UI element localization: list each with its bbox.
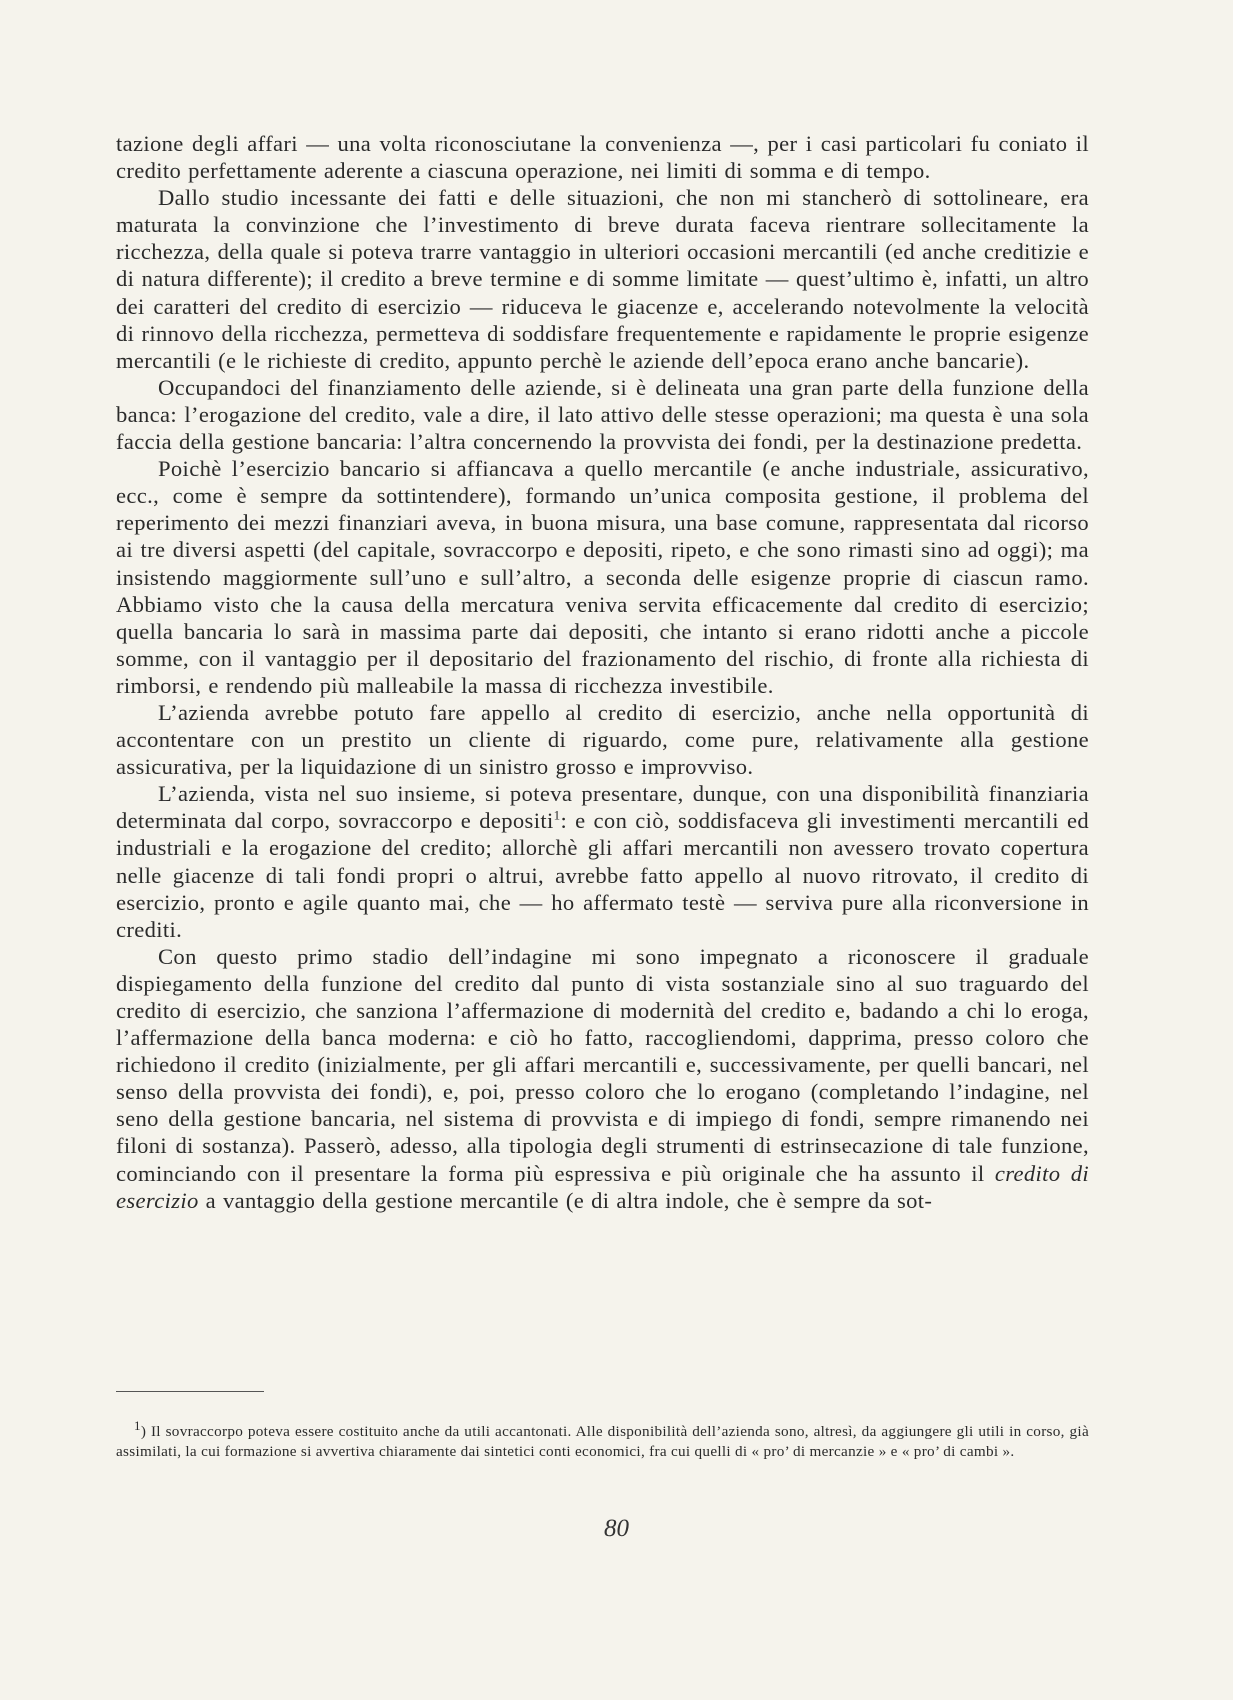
paragraph-7-part-a: Con questo primo stadio dell’indagine mi sono impegnato a riconoscere il graduale dispiegamento della funzione del credito dal punto di vista sostanziale sino al suo traguardo del credito di esercizio, che sanziona l’affermazione di modernità del credito e, badando a chi lo eroga, l’affermazione della banca moderna: e ciò ho fatto, raccogliendomi, dapprima, presso coloro che richiedono il credito (inizialmente, per gli affari mercantili e, successivamente, per quelli bancari, nel senso della provvista dei fondi), e, poi, presso coloro che lo erogano (completando l’indagine, nel seno della gestione bancaria, nel sistema di provvista e di impiego di fondi, sempre rimanendo nei filoni di sostanza). Passerò, adesso, alla tipologia degli strumenti di estrinsecazione di tale funzione, cominciando con il presentare la forma più espressiva e più originale che ha assunto il	[116, 943, 1089, 1186]
paragraph-7-part-b: a vantaggio della gestione mercantile (e di altra indole, che è sempre da sot-	[205, 1187, 933, 1213]
paragraph-6-part-b: : e con ciò, soddisfaceva gli investimenti mercantili ed industriali e la erogazione del credito; allorchè gli affari mercantili non avessero trovato copertura nelle giacenze di tali fondi propri o altrui, avrebbe fatto appello al nuovo ritrovato, il credito di esercizio, pronto e agile quanto mai, che — ho affermato testè — serviva pure alla riconversione in crediti.	[116, 808, 1089, 942]
paragraph-5: L’azienda avrebbe potuto fare appello al credito di esercizio, anche nella opportunità di accontentare con un prestito un cliente di riguardo, come pure, relativamente alla gestione assicurativa, per la liquidazione di un sinistro grosso e improvviso.	[116, 699, 1089, 780]
footnote-reference[interactable]: 1	[553, 807, 561, 823]
italic-term: credito di esercizio	[116, 1160, 1089, 1213]
footnote-separator	[116, 1391, 264, 1392]
footnote-body: ) Il sovraccorpo poteva essere costituito anche da utili accantonati. Alle disponibilità dell’azienda sono, altresì, da aggiungere gli utili in corso, già assimilati, la cui formazione si avvertiva chiaramente dai sintetici conti economici, fra cui quelli di « pro’ di mercanzie » e « pro’ di cambi ».	[116, 1423, 1089, 1461]
footnote-text	[116, 1417, 1089, 1463]
paragraph-3: Occupandoci del finanziamento delle aziende, si è delineata una gran parte della funzione della banca: l’erogazione del credito, vale a dire, il lato attivo delle stesse operazioni; ma questa è una sola faccia della gestione bancaria: l’altra concernendo la provvista dei fondi, per la destinazione predetta.	[116, 374, 1089, 455]
paragraph-6	[116, 780, 1089, 943]
body-text	[116, 130, 1089, 1214]
paragraph-4: Poichè l’esercizio bancario si affiancava a quello mercantile (e anche industriale, assicurativo, ecc., come è sempre da sottintendere), formando un’unica composita gestione, il problema del reperimento dei mezzi finanziari aveva, in buona misura, una base comune, rappresentata dal ricorso ai tre diversi aspetti (del capitale, sovraccorpo e depositi, ripeto, e che sono rimasti sino ad oggi); ma insistendo maggiormente sull’uno e sull’altro, a seconda delle esigenze proprie di ciascun ramo. Abbiamo visto che la causa della mercatura veniva servita efficacemente dal credito di esercizio; quella bancaria lo sarà in massima parte dai depositi, che intanto si erano ridotti anche a piccole somme, con il vantaggio per il depositario del frazionamento del rischio, di fronte alla richiesta di rimborsi, e rendendo più malleabile la massa di ricchezza investibile.	[116, 456, 1089, 698]
page-number: 80	[604, 1515, 629, 1542]
paragraph-7	[116, 943, 1089, 1214]
paragraph-2: Dallo studio incessante dei fatti e delle situazioni, che non mi stancherò di sottolineare, era maturata la convinzione che l’investimento di breve durata faceva rientrare sollecitamente la ricchezza, della quale si poteva trarre vantaggio in ulteriori occasioni mercantili (ed anche creditizie e di natura differente); il credito a breve termine e di somme limitate — quest’ultimo è, infatti, un altro dei caratteri del credito di esercizio — riduceva le giacenze e, accelerando notevolmente la velocità di rinnovo della ricchezza, permetteva di soddisfare frequentemente e rapidamente le proprie esigenze mercantili (e le richieste di credito, appunto perchè le aziende dell’epoca erano anche bancarie).	[116, 185, 1089, 373]
footnote	[116, 1417, 1089, 1463]
paragraph-1: tazione degli affari — una volta riconosciutane la convenienza —, per i casi particolari fu coniato il credito perfettamente aderente a ciascuna operazione, nei limiti di somma e di tempo.	[116, 131, 1089, 184]
footnote-marker: 1	[134, 1417, 141, 1433]
paragraph-6-part-a: L’azienda, vista nel suo insieme, si poteva presentare, dunque, con una disponibilità finanziaria determinata dal corpo, sovraccorpo e depositi	[116, 781, 1089, 834]
